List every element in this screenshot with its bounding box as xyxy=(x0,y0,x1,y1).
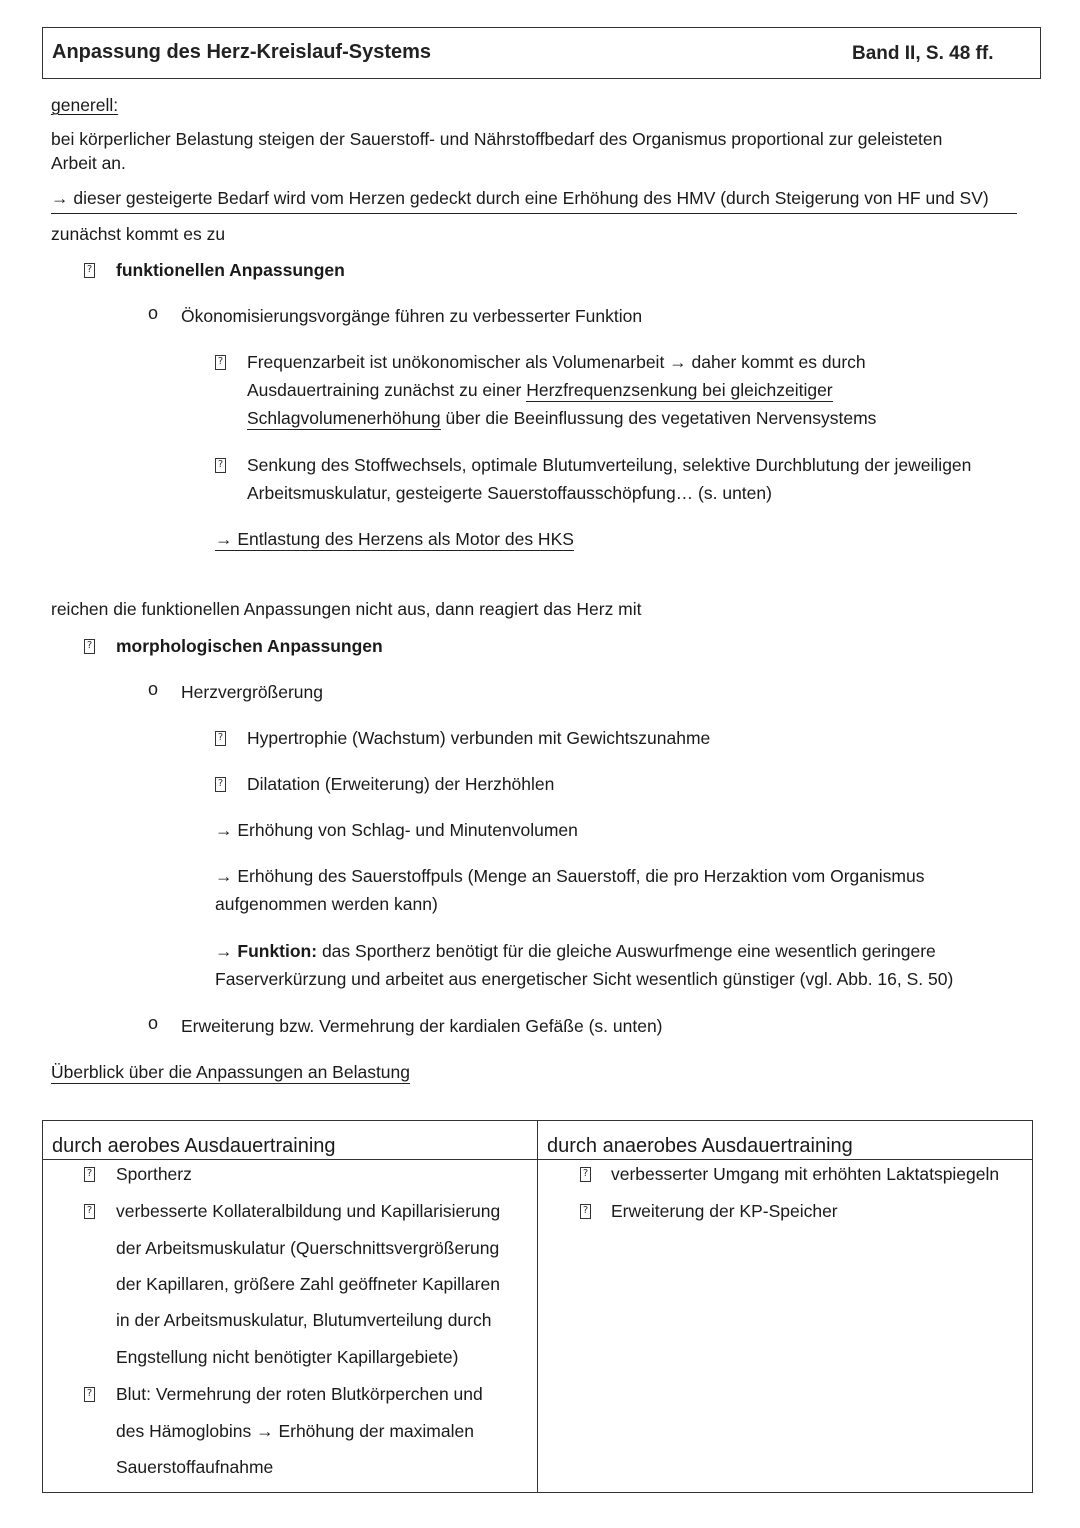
morphological-item1: Hypertrophie (Wachstum) verbunden mit Gewichtszunahme xyxy=(247,728,711,748)
aerobic-item3-line1: Blut: Vermehrung der roten Blutkörperchen und xyxy=(116,1384,483,1404)
checkbox-icon: ? xyxy=(84,639,95,654)
aerobic-item2-line1: verbesserte Kollateralbildung und Kapillarisierung xyxy=(116,1201,501,1221)
morphological-arrow3-line1 xyxy=(215,937,936,965)
circle-bullet-icon: o xyxy=(148,1013,159,1033)
morphological-item2: Dilatation (Erweiterung) der Herzhöhlen xyxy=(247,774,555,794)
p1-line2-underlined: Herzfrequenzsenkung bei gleichzeitiger xyxy=(526,380,833,400)
morphological-lead: reichen die funktionellen Anpassungen nicht aus, dann reagiert das Herz mit xyxy=(51,599,642,619)
checkbox-icon: ? xyxy=(215,355,226,370)
table-header-aerobic: durch aerobes Ausdauertraining xyxy=(52,1135,336,1157)
aerobic-item2-line3: der Kapillaren, größere Zahl geöffneter Kapillaren xyxy=(116,1274,500,1294)
anaerobic-item1: verbesserter Umgang mit erhöhten Laktatspiegeln xyxy=(611,1164,1000,1184)
morphological-heading: morphologischen Anpassungen xyxy=(116,636,383,656)
functional-sub: Ökonomisierungsvorgänge führen zu verbesserter Funktion xyxy=(181,306,643,326)
aerobic-item2-line5: Engstellung nicht benötigter Kapillargebiete) xyxy=(116,1347,459,1367)
arrow3-rest: das Sportherz benötigt für die gleiche Auswurfmenge eine wesentlich geringere xyxy=(317,941,936,961)
checkbox-icon: ? xyxy=(215,777,226,792)
checkbox-icon: ? xyxy=(215,731,226,746)
circle-bullet-icon: o xyxy=(148,679,159,699)
morphological-sub1: Herzvergrößerung xyxy=(181,682,323,702)
p1-line3-underlined: Schlagvolumenerhöhung xyxy=(247,408,441,428)
overview-heading xyxy=(51,1058,410,1086)
table-column-divider xyxy=(537,1120,538,1493)
aerobic-item2-line2: der Arbeitsmuskulatur (Querschnittsvergrößerung xyxy=(116,1238,500,1258)
checkbox-icon: ? xyxy=(580,1204,591,1219)
intro-line-2: Arbeit an. xyxy=(51,153,126,173)
table-header-anaerobic: durch anaerobes Ausdauertraining xyxy=(547,1135,853,1157)
intro-line-1: bei körperlicher Belastung steigen der Sauerstoff- und Nährstoffbedarf des Organismus proportional zur geleisteten xyxy=(51,129,943,149)
arrow3-bold: Funktion: xyxy=(237,941,318,961)
p1-line2-plain: Ausdauertraining zunächst zu einer xyxy=(247,380,527,400)
morphological-arrow3-line2: Faserverkürzung und arbeitet aus energetischer Sicht wesentlich günstiger (vgl. Abb. 16, S. 50) xyxy=(215,969,954,989)
intro-lead: zunächst kommt es zu xyxy=(51,224,226,244)
functional-p1-line1: Frequenzarbeit ist unökonomischer als Volumenarbeit → daher kommt es durch xyxy=(247,352,866,372)
checkbox-icon: ? xyxy=(84,1204,95,1219)
book-reference: Band II, S. 48 ff. xyxy=(852,43,994,64)
page-title: Anpassung des Herz-Kreislauf-Systems xyxy=(52,41,432,63)
aerobic-item1: Sportherz xyxy=(116,1164,192,1184)
functional-p1-line2 xyxy=(247,376,833,404)
functional-result-text: → Entlastung des Herzens als Motor des HKS xyxy=(215,529,574,549)
p1-line3-plain: über die Beeinflussung des vegetativen Nervensystems xyxy=(440,408,877,428)
functional-p1-line3 xyxy=(247,404,876,432)
aerobic-item3-line3: Sauerstoffaufnahme xyxy=(116,1457,274,1477)
intro-label: generell: xyxy=(51,95,119,115)
arrow3-prefix: → xyxy=(215,941,238,961)
checkbox-icon: ? xyxy=(580,1167,591,1182)
checkbox-icon: ? xyxy=(84,263,95,278)
checkbox-icon: ? xyxy=(84,1387,95,1402)
anaerobic-item2: Erweiterung der KP-Speicher xyxy=(611,1201,838,1221)
overview-heading-text: Überblick über die Anpassungen an Belastung xyxy=(51,1062,410,1082)
aerobic-item3-line2: des Hämoglobins → Erhöhung der maximalen xyxy=(116,1421,474,1441)
functional-p2-line1: Senkung des Stoffwechsels, optimale Blutumverteilung, selektive Durchblutung der jeweiligen xyxy=(247,455,972,475)
intro-arrow-line xyxy=(51,184,1017,214)
morphological-arrow2-line1: → Erhöhung des Sauerstoffpuls (Menge an Sauerstoff, die pro Herzaktion vom Organismus xyxy=(215,866,925,886)
morphological-arrow2-line2: aufgenommen werden kann) xyxy=(215,894,438,914)
intro-arrow-text: → dieser gesteigerte Bedarf wird vom Herzen gedeckt durch eine Erhöhung des HMV (durch Steigerung von HF und SV) xyxy=(51,184,1017,214)
functional-p2-line2: Arbeitsmuskulatur, gesteigerte Sauerstoffausschöpfung… (s. unten) xyxy=(247,483,772,503)
morphological-sub2: Erweiterung bzw. Vermehrung der kardialen Gefäße (s. unten) xyxy=(181,1016,663,1036)
aerobic-item2-line4: in der Arbeitsmuskulatur, Blutumverteilung durch xyxy=(116,1310,492,1330)
morphological-arrow1: → Erhöhung von Schlag- und Minutenvolumen xyxy=(215,820,578,840)
functional-heading: funktionellen Anpassungen xyxy=(116,260,345,280)
checkbox-icon: ? xyxy=(84,1167,95,1182)
checkbox-icon: ? xyxy=(215,458,226,473)
circle-bullet-icon: o xyxy=(148,303,159,323)
functional-result xyxy=(215,525,574,553)
